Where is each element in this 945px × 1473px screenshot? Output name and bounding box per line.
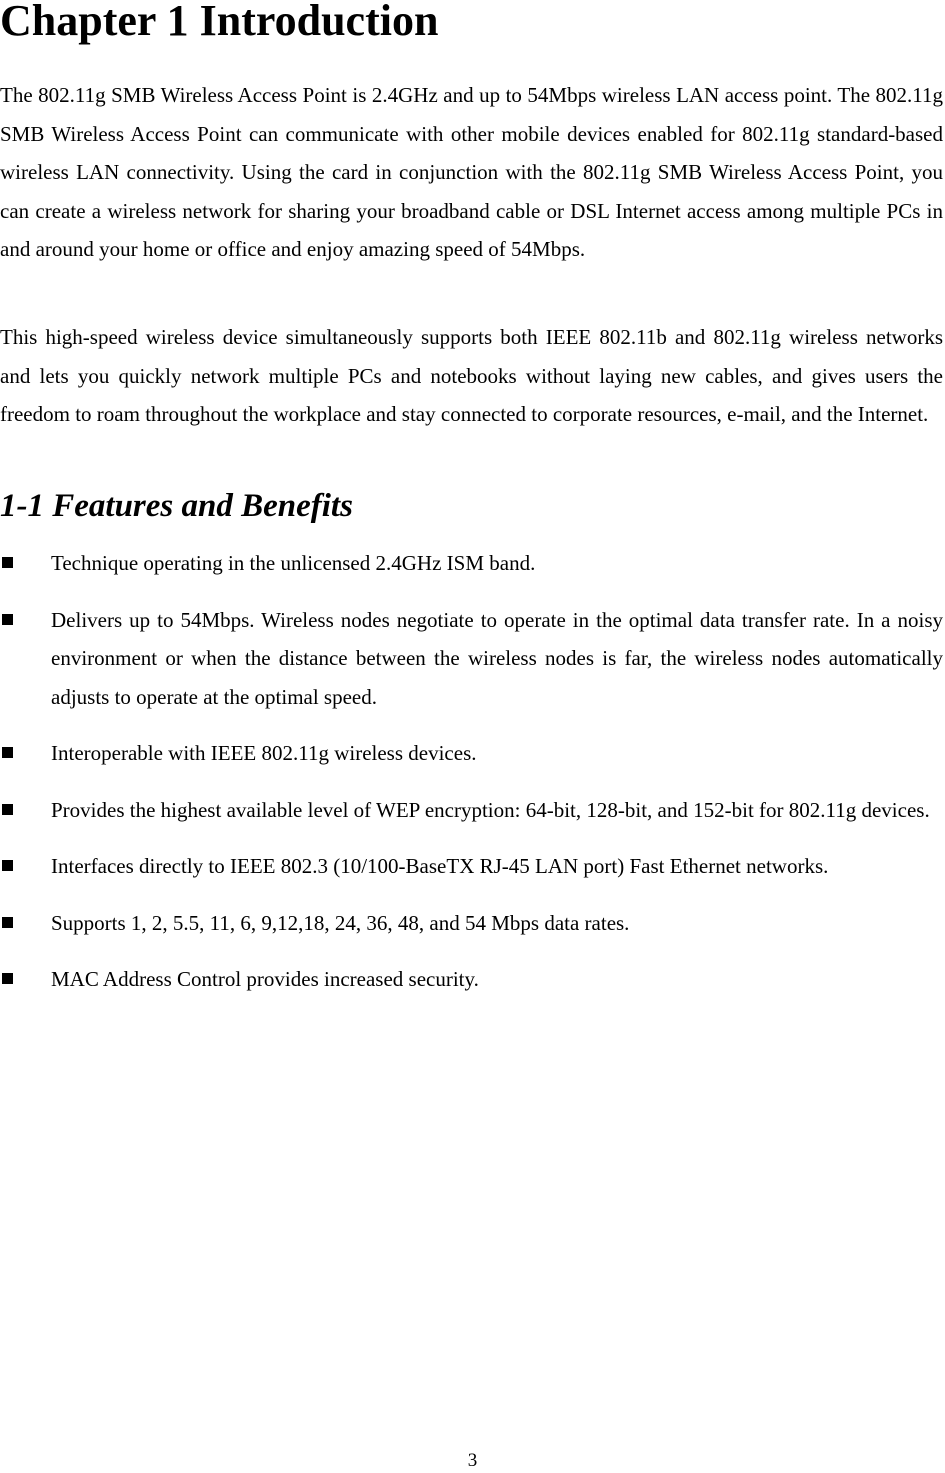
- square-bullet-icon: [2, 614, 13, 625]
- list-item: [0, 601, 943, 717]
- list-item: [0, 904, 943, 943]
- list-item-text: Provides the highest available level of WEP encryption: 64-bit, 128-bit, and 152-bit for 802.11g devices.: [51, 797, 930, 822]
- list-item: [0, 791, 943, 830]
- list-item-text: Supports 1, 2, 5.5, 11, 6, 9,12,18, 24, 36, 48, and 54 Mbps data rates.: [51, 910, 630, 935]
- square-bullet-icon: [2, 557, 13, 568]
- square-bullet-icon: [2, 804, 13, 815]
- list-item: [0, 734, 943, 773]
- square-bullet-icon: [2, 747, 13, 758]
- section-title: 1-1 Features and Benefits: [0, 488, 353, 524]
- square-bullet-icon: [2, 973, 13, 984]
- square-bullet-icon: [2, 860, 13, 871]
- list-item-text: Delivers up to 54Mbps. Wireless nodes negotiate to operate in the optimal data transfer rate. In a noisy environment or when the distance between the wireless nodes is far, the wireless nodes automatically adjusts to operate at the optimal speed.: [51, 607, 943, 709]
- features-list: [0, 544, 945, 1017]
- list-item-text: Technique operating in the unlicensed 2.4GHz ISM band.: [51, 551, 536, 575]
- list-item: [0, 847, 943, 886]
- square-bullet-icon: [2, 917, 13, 928]
- list-item: [0, 544, 943, 583]
- list-item-text: MAC Address Control provides increased security.: [51, 967, 479, 991]
- page-number: 3: [467, 1450, 478, 1471]
- intro-paragraph-2: This high-speed wireless device simultaneously supports both IEEE 802.11b and 802.11g wireless networks and lets you quickly network multiple PCs and notebooks without laying new cables, and gives users the freedom to roam throughout the workplace and stay connected to corporate resources, e-mail, and the Internet.: [0, 325, 943, 426]
- list-item-text: Interfaces directly to IEEE 802.3 (10/100-BaseTX RJ-45 LAN port) Fast Ethernet networks.: [51, 854, 829, 878]
- intro-paragraph-1: The 802.11g SMB Wireless Access Point is 2.4GHz and up to 54Mbps wireless LAN access point. The 802.11g SMB Wireless Access Point can communicate with other mobile devices enabled for 802.11g standard-based wireless LAN connectivity. Using the card in conjunction with the 802.11g SMB Wireless Access Point, you can create a wireless network for sharing your broadband cable or DSL Internet access among multiple PCs in and around your home or office and enjoy amazing speed of 54Mbps.: [0, 83, 943, 261]
- list-item-text: Interoperable with IEEE 802.11g wireless devices.: [51, 741, 477, 765]
- chapter-title: Chapter 1 Introduction: [0, 0, 439, 45]
- list-item: [0, 960, 943, 999]
